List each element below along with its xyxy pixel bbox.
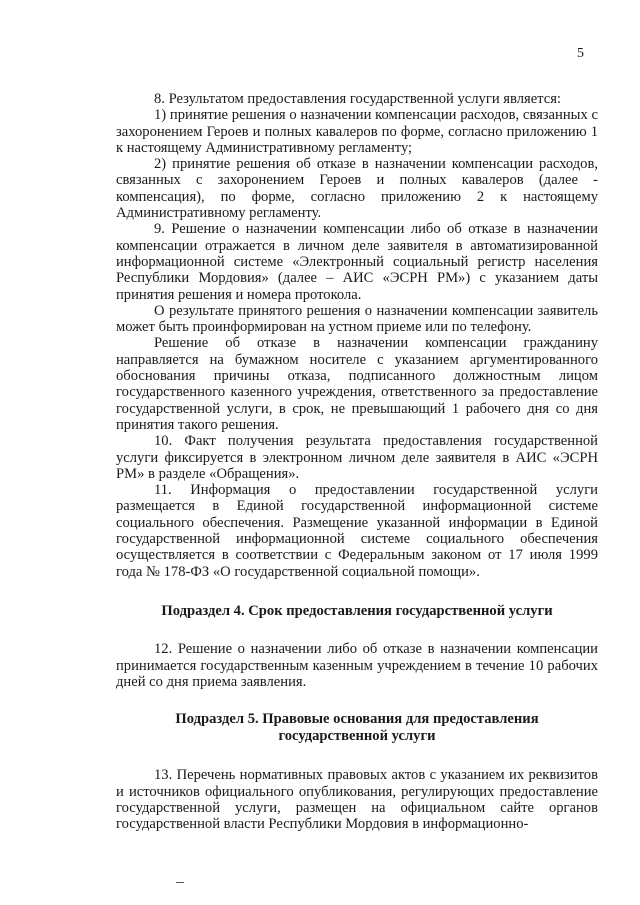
paragraph-9-refusal: Решение об отказе в назначении компенсации гражданину направляется на бумажном носителе с указанием аргументированного обоснования причины отказа, подписанного должностным лицом государственного казенного учреждения, ответственного за предоставление государственной услуги, в срок, не превышающий 1 рабочего дня со дня принятия такого решения. bbox=[116, 335, 598, 433]
subsection-5-heading-line-2: государственной услуги bbox=[278, 727, 436, 744]
subsection-5-heading-line-1: Подраздел 5. Правовые основания для предоставления bbox=[175, 711, 539, 728]
page-number: 5 bbox=[577, 46, 584, 61]
document-body bbox=[116, 91, 598, 832]
paragraph-8-item-1: 1) принятие решения о назначении компенсации расходов, связанных с захоронением Героев и полных кавалеров по форме, согласно приложению 1 к настоящему Административному регламенту; bbox=[116, 107, 598, 156]
subsection-4-heading: Подраздел 4. Срок предоставления государственной услуги bbox=[161, 602, 553, 619]
paragraph-12: 12. Решение о назначении либо об отказе в назначении компенсации принимается государственным казенным учреждением в течение 10 рабочих дней со дня приема заявления. bbox=[116, 641, 598, 690]
paragraph-10: 10. Факт получения результата предоставления государственной услуги фиксируется в электронном личном деле заявителя в АИС «ЭСРН РМ» в разделе «Обращения». bbox=[116, 433, 598, 482]
paragraph-9: 9. Решение о назначении компенсации либо об отказе в назначении компенсации отражается в личном деле заявителя в автоматизированной информационной системе «Электронный социальный регистр населения Республики Мордовия» (далее – АИС «ЭСРН РМ») с указанием даты принятия решения и номера протокола. bbox=[116, 221, 598, 303]
paragraph-8: 8. Результатом предоставления государственной услуги является: bbox=[154, 91, 561, 107]
paragraph-11: 11. Информация о предоставлении государственной услуги размещается в Единой государственной информационной системе социального обеспечения. Размещение указанной информации в Единой государственной информационной системе социального обеспечения осуществляется в соответствии с Федеральным законом от 17 июля 1999 года № 178-ФЗ «О государственной социальной помощи». bbox=[116, 482, 598, 580]
paragraph-8-item-2: 2) принятие решения об отказе в назначении компенсации расходов, связанных с захоронением Героев и полных кавалеров (далее - компенсация), по форме, согласно приложению 2 к настоящему Административному регламенту. bbox=[116, 156, 598, 222]
footer-mark bbox=[176, 882, 184, 883]
paragraph-13: 13. Перечень нормативных правовых актов с указанием их реквизитов и источников официального опубликования, регулирующих предоставление государственной услуги, размещен на официальном сайте органов государственной власти Республики Мордовия в информационно- bbox=[116, 767, 598, 833]
paragraph-9-info: О результате принятого решения о назначении компенсации заявитель может быть проинформирован на устном приеме или по телефону. bbox=[116, 302, 598, 336]
subsection-5-heading bbox=[116, 711, 598, 744]
